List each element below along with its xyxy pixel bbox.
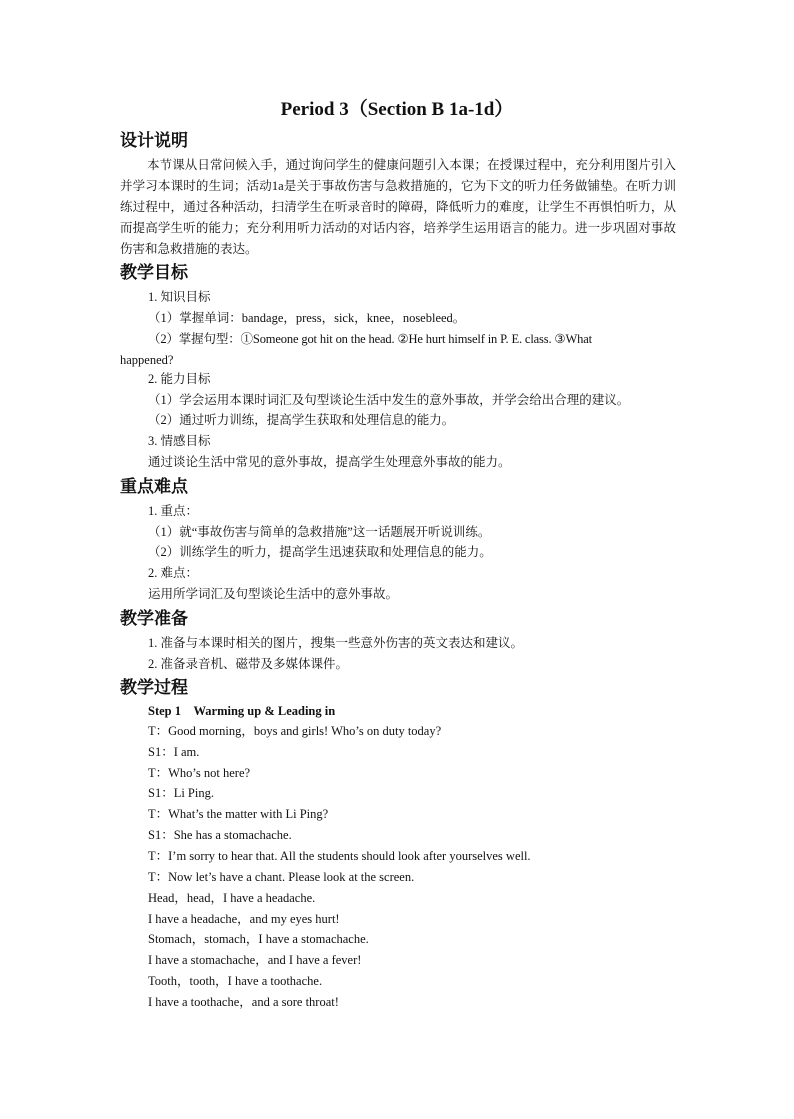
key-points-title: 1. 重点： [148, 504, 199, 518]
dialogue-line: T：I’m sorry to hear that. All the students should look after yourselves well. [148, 849, 531, 863]
goal-ability-2: （2）通过听力训练，提高学生获取和处理信息的能力。 [148, 413, 455, 427]
goal-knowledge-title: 1. 知识目标 [148, 290, 211, 304]
difficult-points-title: 2. 难点： [148, 566, 199, 580]
section-heading-keys: 重点难点 [120, 477, 188, 497]
dialogue-line: T：Who’s not here? [148, 766, 251, 780]
chant-line: Head，head，I have a headache. [148, 891, 316, 905]
key-point-1: （1）就“事故伤害与简单的急救措施”这一话题展开听说训练。 [148, 525, 491, 539]
document-title: Period 3（Section B 1a-1d） [280, 99, 514, 120]
dialogue-line: T：What’s the matter with Li Ping? [148, 807, 329, 821]
section-heading-prep: 教学准备 [120, 609, 188, 629]
prep-item-2: 2. 准备录音机、磁带及多媒体课件。 [148, 657, 349, 671]
goal-knowledge-2-cont: happened? [120, 353, 174, 367]
section-heading-design: 设计说明 [120, 131, 188, 151]
chant-line: Tooth，tooth，I have a toothache. [148, 974, 323, 988]
step-1-heading: Step 1 Warming up & Leading in [148, 704, 336, 718]
goal-ability-1: （1）学会运用本课时词汇及句型谈论生活中发生的意外事故，并学会给出合理的建议。 [148, 393, 630, 407]
dialogue-line: T：Good morning，boys and girls! Who’s on duty today? [148, 724, 442, 738]
dialogue-line: T：Now let’s have a chant. Please look at the screen. [148, 870, 415, 884]
chant-line: I have a stomachache，and I have a fever! [148, 953, 362, 967]
dialogue-line: S1：Li Ping. [148, 786, 214, 800]
chant-line: I have a headache，and my eyes hurt! [148, 912, 340, 926]
difficult-point-1: 运用所学词汇及句型谈论生活中的意外事故。 [148, 587, 399, 601]
design-paragraph: 本节课从日常问候入手，通过询问学生的健康问题引入本课；在授课过程中，充分利用图片引入并学习本课时的生词；活动1a是关于事故伤害与急救措施的，它为下文的听力任务做铺垫。在听力训练过程中，通过各种活动，扫清学生在听录音时的障碍，降低听力的难度，让学生不再惧怕听力，从而提高学生听的能力；充分利用听力活动的对话内容，培养学生运用语言的能力。进一步巩固对事故伤害和急救措施的表达。 [120, 158, 676, 256]
chant-line: I have a toothache，and a sore throat! [148, 995, 339, 1009]
key-point-2: （2）训练学生的听力，提高学生迅速获取和处理信息的能力。 [148, 545, 492, 559]
section-heading-goals: 教学目标 [120, 263, 188, 283]
prep-item-1: 1. 准备与本课时相关的图片，搜集一些意外伤害的英文表达和建议。 [148, 636, 524, 650]
goal-emotion-title: 3. 情感目标 [148, 434, 211, 448]
dialogue-line: S1：I am. [148, 745, 200, 759]
goal-emotion-1: 通过谈论生活中常见的意外事故，提高学生处理意外事故的能力。 [148, 455, 511, 469]
chant-line: Stomach，stomach，I have a stomachache. [148, 932, 369, 946]
dialogue-line: S1：She has a stomachache. [148, 828, 292, 842]
goal-knowledge-1: （1）掌握单词：bandage，press，sick，knee，nosebleed。 [148, 311, 466, 325]
goal-ability-title: 2. 能力目标 [148, 372, 211, 386]
section-heading-process: 教学过程 [120, 678, 188, 698]
goal-knowledge-2: （2）掌握句型：①Someone got hit on the head. ②He hurt himself in P. E. class. ③What [148, 332, 592, 346]
